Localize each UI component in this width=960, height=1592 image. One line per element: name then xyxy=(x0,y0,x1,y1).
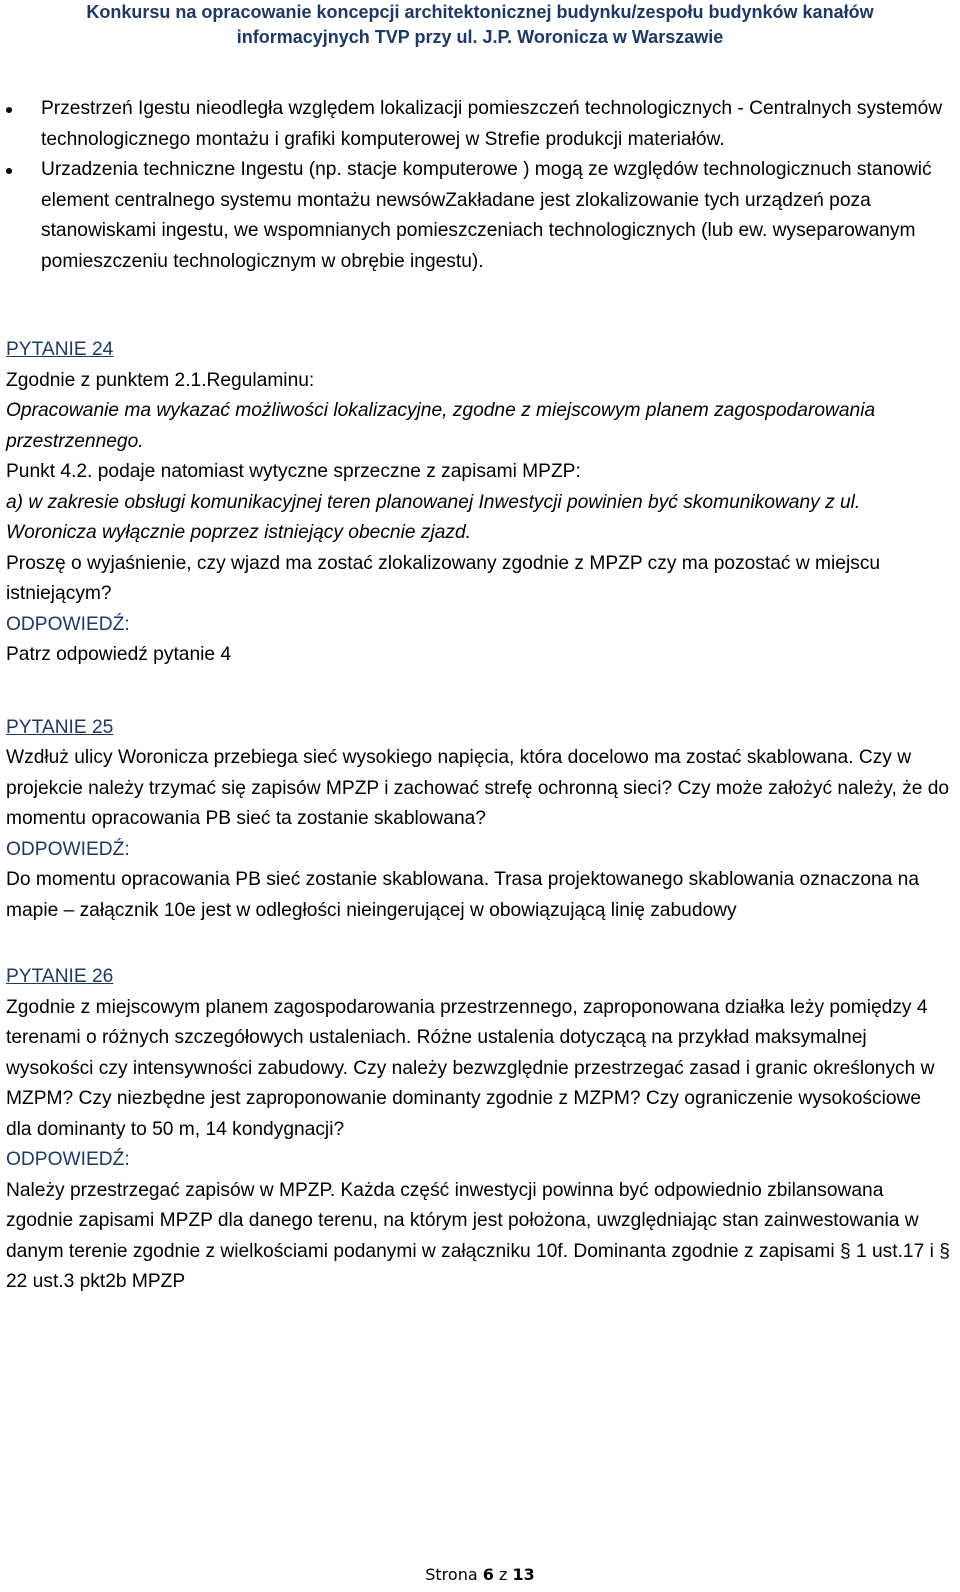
bullet-item: Urzadzenia techniczne Ingestu (np. stacje komputerowe ) mogą ze względów technologicznuch stanowić element centralnego systemu montażu newsówZakładane jest zlokalizowanie tych urządzeń poza stanowiskami ingestu, we wspomnianych pomieszczeniach technologicznych (lub ew. wyseparowanym pomieszczeniu technologicznym w obrębie ingestu). xyxy=(6,155,951,277)
bullet-icon xyxy=(6,107,12,113)
answer-label: ODPOWIEDŹ: xyxy=(6,838,130,860)
page-number: 6 xyxy=(482,1565,494,1584)
paragraph: Zgodnie z punktem 2.1.Regulaminu: xyxy=(6,369,315,391)
page-footer xyxy=(0,1565,960,1584)
answer-label: ODPOWIEDŹ: xyxy=(6,613,130,635)
document-header xyxy=(0,0,960,50)
quoted-text: Opracowanie ma wykazać możliwości lokalizacyjne, zgodne z miejscowym planem zagospodarowania przestrzennego. xyxy=(6,400,876,452)
question-text: Zgodnie z miejscowym planem zagospodarowania przestrzennego, zaproponowana działka leży pomiędzy 4 terenami o różnych szczegółowych ustaleniach. Różne ustalenia dotyczącą na przykład maksymalnej wysokości czy intensywności zabudowy. Czy należy bezwzględnie przestrzegać zasad i granic określonych w MZPM? Czy niezbędne jest zaproponowanie dominanty zgodnie z MZPM? Czy ograniczenie wysokościowe dla dominanty to 50 m, 14 kondygnacji? xyxy=(6,996,935,1140)
page-label: Strona xyxy=(425,1565,478,1584)
quoted-text: a) w zakresie obsługi komunikacyjnej teren planowanej Inwestycji powinien być skomunikowany z ul. Woronicza wyłącznie poprzez istniejący obecnie zjazd. xyxy=(6,491,861,543)
paragraph: Punkt 4.2. podaje natomiast wytyczne sprzeczne z zapisami MPZP: xyxy=(6,461,581,482)
spacer xyxy=(6,671,951,713)
question-title: PYTANIE 24 xyxy=(6,339,114,360)
question-text: Proszę o wyjaśnienie, czy wjazd ma zostać zlokalizowany zgodnie z MPZP czy ma pozostać w miejscu istniejącym? xyxy=(6,552,881,604)
document-body xyxy=(6,94,951,1298)
header-line-2: informacyjnych TVP przy ul. J.P. Woronicza w Warszawie xyxy=(236,27,724,47)
question-26 xyxy=(6,962,951,1298)
question-title: PYTANIE 25 xyxy=(6,716,114,738)
bullet-item: Przestrzeń Igestu nieodległa względem lokalizacji pomieszczeń technologicznych - Centralnych systemów technologicznego montażu i grafiki komputerowej w Strefie produkcji materiałów. xyxy=(6,94,951,155)
answer-text: Patrz odpowiedź pytanie 4 xyxy=(6,644,232,665)
answer-text: Do momentu opracowania PB sieć zostanie skablowana. Trasa projektowanego skablowania oznaczona na mapie – załącznik 10e jest w odległości nieingerującej w obowiązującą linię zabudowy xyxy=(6,869,920,921)
answer-label: ODPOWIEDŹ: xyxy=(6,1149,130,1170)
bullet-icon xyxy=(6,168,12,174)
page-total: 13 xyxy=(512,1565,535,1584)
question-title: PYTANIE 26 xyxy=(6,966,114,987)
page-separator: z xyxy=(498,1565,508,1584)
answer-text: Należy przestrzegać zapisów w MPZP. Każda część inwestycji powinna być odpowiednio zbilansowana zgodnie zapisami MPZP dla danego terenu, na którym jest położona, uwzględniając stan zainwestowania w danym terenie zgodnie z wielkościami podanymi w załączniku 10f. Dominanta zgodnie z zapisami § 1 ust.17 i § 22 ust.3 pkt2b MPZP xyxy=(6,1179,950,1292)
question-24 xyxy=(6,335,951,671)
header-line-1: Konkursu na opracowanie koncepcji architektonicznej budynku/zespołu budynków kanałów xyxy=(86,2,874,22)
question-text: Wzdłuż ulicy Woronicza przebiega sieć wysokiego napięcia, która docelowo ma zostać skablowana. Czy w projekcie należy trzymać się zapisów MPZP i zachować strefę ochronną sieci? Czy może założyć należy, że do momentu opracowania PB sieć ta zostanie skablowana? xyxy=(6,747,950,829)
bullet-list xyxy=(6,94,951,277)
question-25 xyxy=(6,713,951,927)
spacer xyxy=(6,926,951,962)
